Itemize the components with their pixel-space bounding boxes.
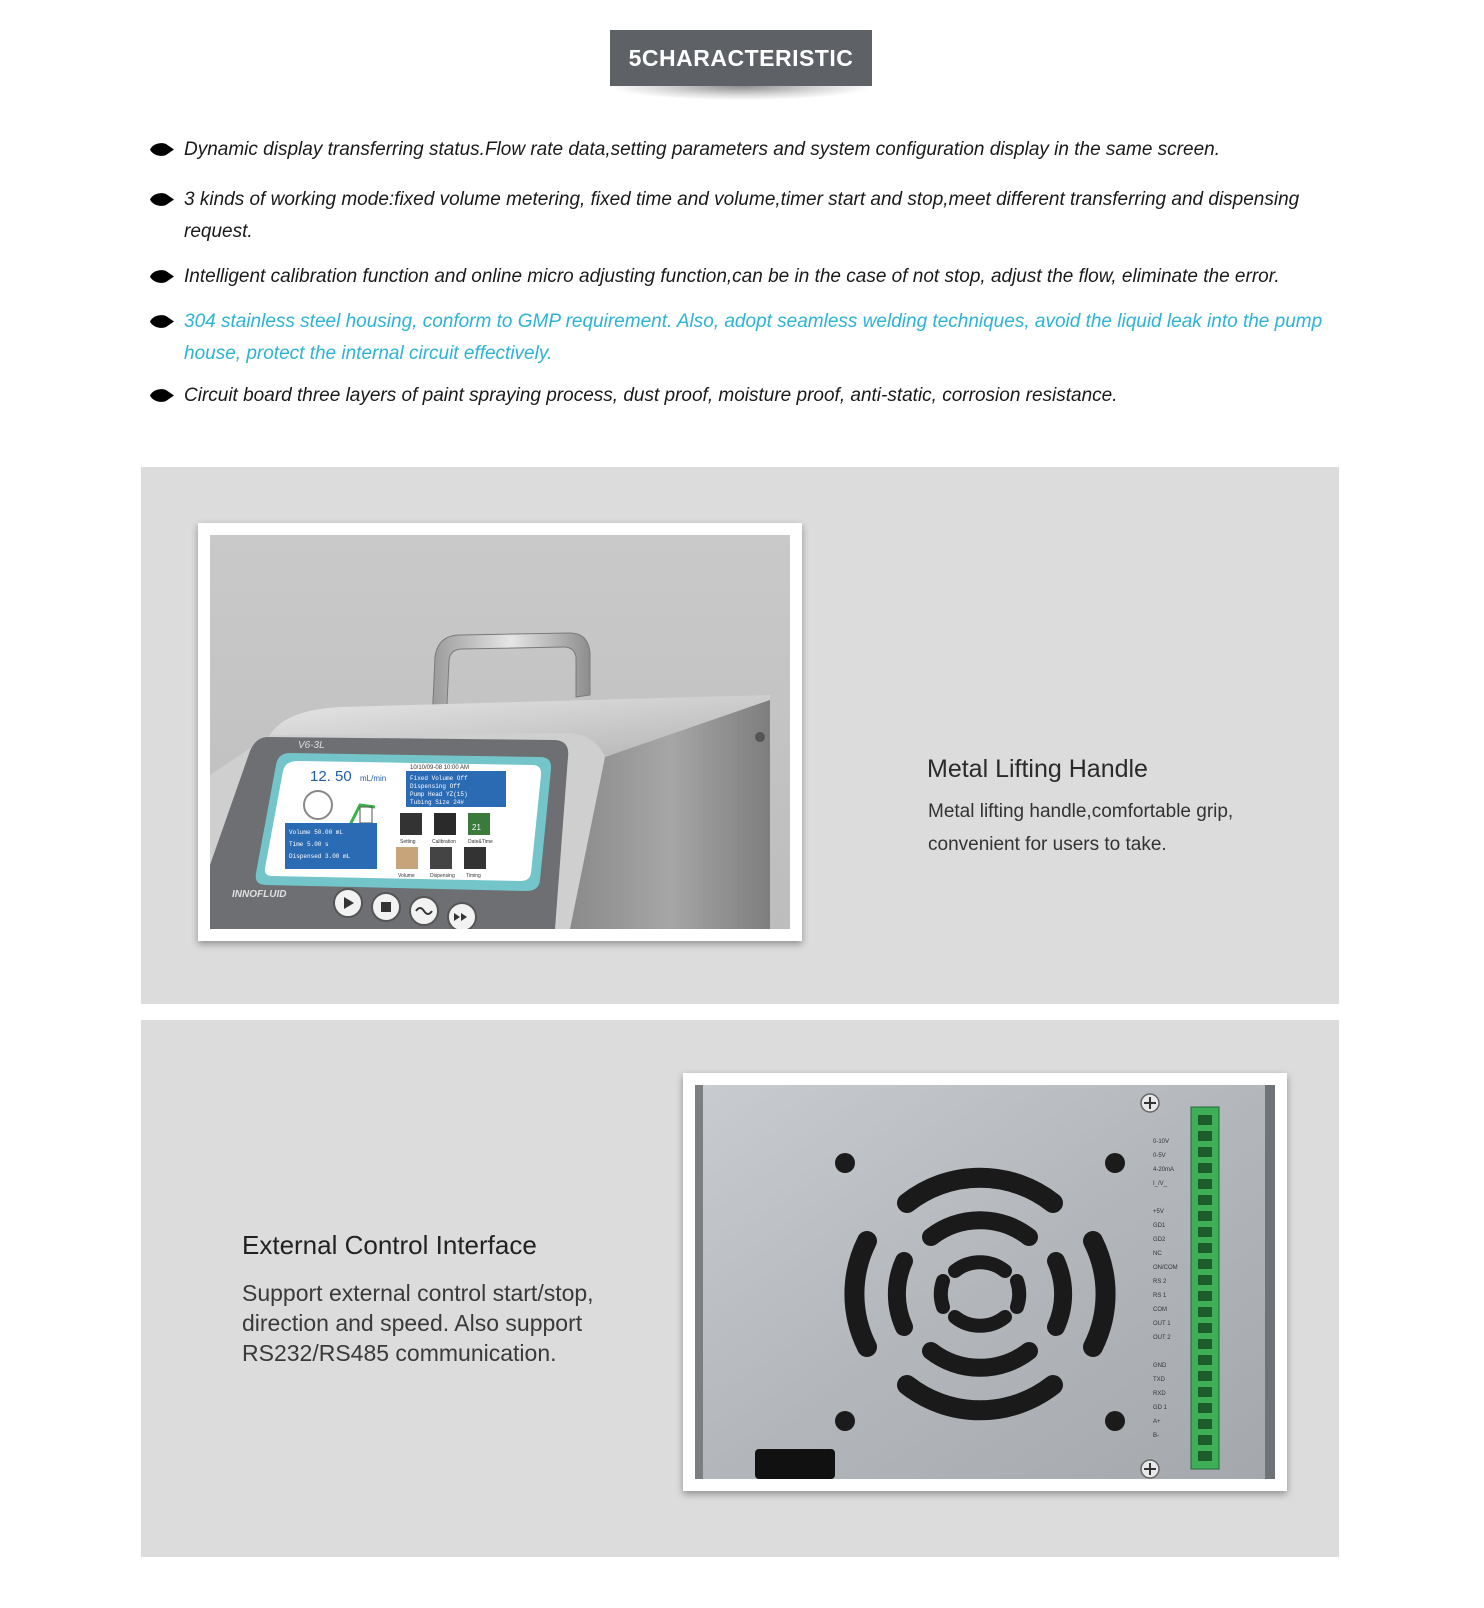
terminal-label: GD2 xyxy=(1153,1237,1166,1243)
feature-item-highlight xyxy=(148,306,1348,370)
bullet-icon xyxy=(150,192,174,207)
device-icon-label: Date&Time xyxy=(468,839,493,845)
terminal-label: 0-5V xyxy=(1153,1153,1166,1159)
banner-shadow xyxy=(612,86,870,100)
pump-rear-illustration xyxy=(695,1085,1275,1479)
interface-panel xyxy=(141,1020,1339,1557)
device-info-line: Pump Head YZ(15) xyxy=(410,791,468,798)
terminal-label: RS 2 xyxy=(1153,1279,1167,1285)
mounting-hole-icon xyxy=(835,1153,855,1173)
terminal-label: NC xyxy=(1153,1251,1162,1257)
device-brand: INNOFLUID xyxy=(232,889,287,900)
terminal-block-icon xyxy=(1191,1107,1219,1469)
interface-title: External Control Interface xyxy=(242,1230,537,1260)
terminal-label: OUT 1 xyxy=(1153,1321,1171,1327)
device-model-label: V6-3L xyxy=(298,740,325,751)
feature-text: 304 stainless steel housing, conform to GMP requirement. Also, adopt seamless welding techniques, avoid the liquid leak into the pump house, protect the internal circuit effectively. xyxy=(184,311,1323,364)
section-title: 5CHARACTERISTIC xyxy=(628,44,854,71)
calibration-tile-icon xyxy=(434,813,456,835)
device-icon-label: Setting xyxy=(400,839,416,845)
device-icon-label: Dispensing xyxy=(430,873,455,879)
handle-title: Metal Lifting Handle xyxy=(927,755,1148,783)
terminal-label: +5V xyxy=(1153,1209,1164,1215)
bullet-icon xyxy=(150,142,174,157)
terminal-label: B- xyxy=(1153,1433,1159,1439)
terminal-label: COM xyxy=(1153,1307,1167,1313)
volume-tile-icon xyxy=(396,847,418,869)
feature-text: Circuit board three layers of paint spraying process, dust proof, moisture proof, anti-static, corrosion resistance. xyxy=(184,385,1118,406)
calendar-day: 21 xyxy=(472,823,481,832)
terminal-label: 4-20mA xyxy=(1153,1167,1175,1173)
feature-text: Dynamic display transferring status.Flow rate data,setting parameters and system configuration display in the same screen. xyxy=(184,139,1220,160)
section-title-banner xyxy=(610,30,872,86)
terminal-label: RXD xyxy=(1153,1391,1166,1397)
feature-item xyxy=(148,184,1348,248)
terminal-label: GD1 xyxy=(1153,1223,1166,1229)
device-mode-line: Volume 50.00 mL xyxy=(289,829,344,836)
terminal-label: GD 1 xyxy=(1153,1405,1168,1411)
bullet-icon xyxy=(150,314,174,329)
device-mode-line: Time 5.00 s xyxy=(289,841,329,848)
device-flow-value: 12. 50 xyxy=(310,768,352,785)
mounting-hole-icon xyxy=(1105,1153,1125,1173)
pump-front-illustration xyxy=(210,535,790,929)
terminal-label: RS 1 xyxy=(1153,1293,1167,1299)
terminal-label: GND xyxy=(1153,1363,1167,1369)
terminal-label: ON/COM xyxy=(1153,1265,1178,1271)
terminal-label: TXD xyxy=(1153,1377,1165,1383)
terminal-label: A+ xyxy=(1153,1419,1161,1425)
device-icon-label: Timing xyxy=(466,873,481,879)
setting-tile-icon xyxy=(400,813,422,835)
feature-list xyxy=(148,134,1348,412)
handle-panel xyxy=(141,467,1339,1004)
feature-text: Intelligent calibration function and online micro adjusting function,can be in the case of not stop, adjust the flow, eliminate the error. xyxy=(184,266,1280,287)
pump-front-photo xyxy=(198,523,802,941)
feature-item xyxy=(148,261,1348,293)
device-icon-label: Volume xyxy=(398,873,415,879)
device-icon-label: Calibration xyxy=(432,839,456,845)
pump-rear-photo xyxy=(683,1073,1287,1491)
dispensing-tile-icon xyxy=(430,847,452,869)
feature-item xyxy=(148,134,1348,166)
device-datetime: 10/10/09-08 10:00 AM xyxy=(410,765,470,771)
terminal-label: I_/V_ xyxy=(1153,1181,1168,1187)
mounting-hole-icon xyxy=(1105,1411,1125,1431)
device-info-line: Fixed Volume Off xyxy=(410,775,468,782)
bullet-icon xyxy=(150,388,174,403)
bullet-icon xyxy=(150,269,174,284)
mounting-hole-icon xyxy=(835,1411,855,1431)
timing-tile-icon xyxy=(464,847,486,869)
handle-description: Metal lifting handle,comfortable grip, convenient for users to take. xyxy=(928,801,1234,855)
feature-text: 3 kinds of working mode:fixed volume metering, fixed time and volume,timer start and stop,meet different transferring and dispensing request. xyxy=(184,189,1300,242)
terminal-label: OUT 2 xyxy=(1153,1335,1171,1341)
interface-description: Support external control start/stop, direction and speed. Also support RS232/RS485 communication. xyxy=(242,1280,594,1366)
terminal-label: 0-10V xyxy=(1153,1139,1170,1145)
device-mode-line: Dispensed 3.00 mL xyxy=(289,853,351,860)
device-flow-unit: mL/min xyxy=(360,774,387,783)
device-info-line: Tubing Size 24# xyxy=(410,799,465,806)
device-info-line: Dispensing Off xyxy=(410,783,461,790)
feature-item xyxy=(148,380,1348,412)
